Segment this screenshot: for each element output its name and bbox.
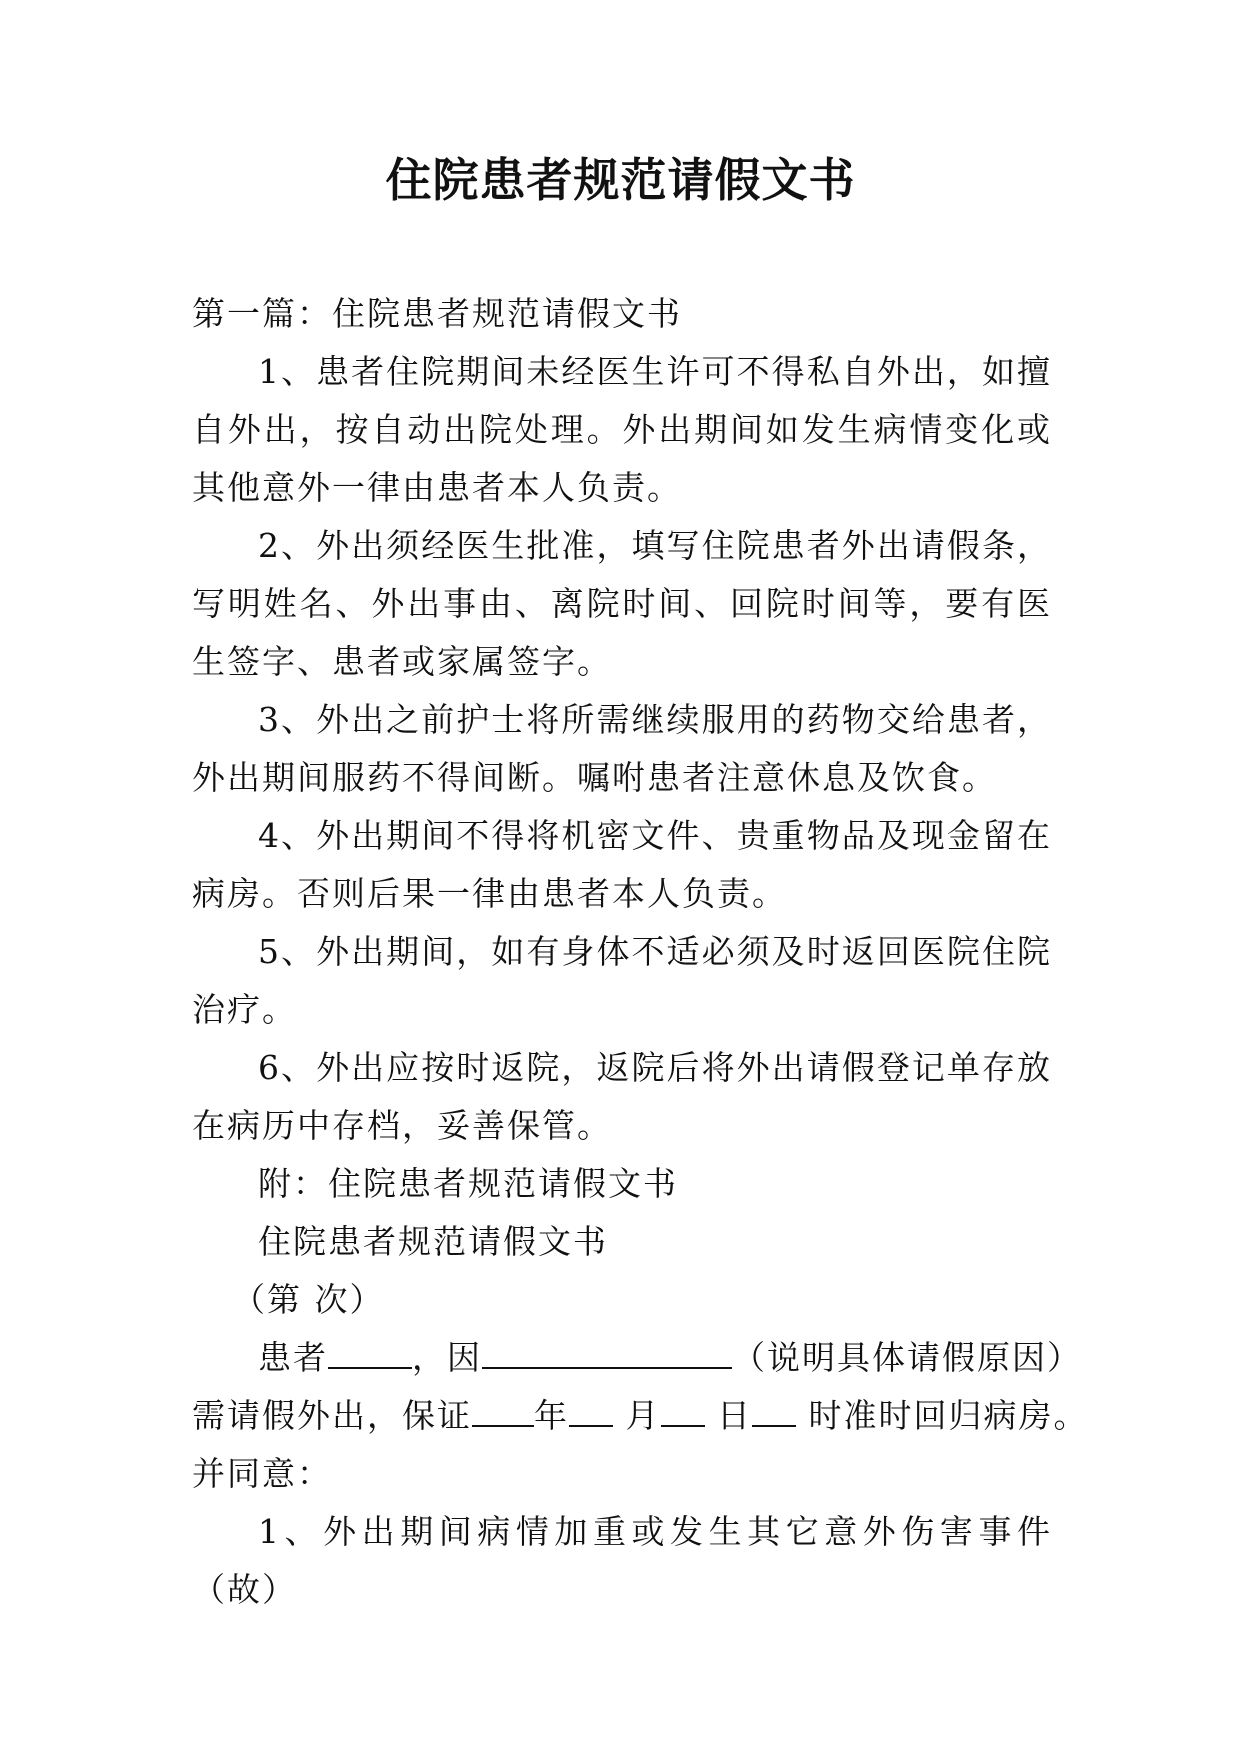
section-heading: 第一篇：住院患者规范请假文书 bbox=[192, 294, 682, 333]
month-blank[interactable] bbox=[569, 1397, 613, 1427]
form-title: 住院患者规范请假文书 bbox=[258, 1222, 608, 1261]
rule-paragraph-6: 6、外出应按时返院，返院后将外出请假登记单存放在病历中存档，妥善保管。 bbox=[192, 1048, 1052, 1145]
hour-blank[interactable] bbox=[752, 1397, 796, 1427]
document-title: 住院患者规范请假文书 bbox=[385, 153, 856, 207]
reason-hint: （说明具体请假原因） bbox=[732, 1338, 1082, 1377]
rule-paragraph-2: 2、外出须经医生批准，填写住院患者外出请假条，写明姓名、外出事由、离院时间、回院时间等，要有医生签字、患者或家属签字。 bbox=[192, 526, 1052, 681]
return-suffix: 时准时回归病房。 bbox=[808, 1396, 1089, 1435]
day-blank[interactable] bbox=[661, 1397, 705, 1427]
day-label: 日 bbox=[717, 1396, 752, 1435]
patient-name-blank[interactable] bbox=[328, 1339, 412, 1369]
return-prefix: 需请假外出，保证 bbox=[192, 1396, 472, 1435]
rule-paragraph-4: 4、外出期间不得将机密文件、贵重物品及现金留在病房。否则后果一律由患者本人负责。 bbox=[192, 816, 1052, 913]
appendix-label: 附：住院患者规范请假文书 bbox=[258, 1164, 678, 1203]
reason-blank[interactable] bbox=[482, 1339, 732, 1369]
patient-prefix: 患者 bbox=[258, 1338, 328, 1377]
form-count: （第 次） bbox=[232, 1280, 385, 1319]
form-item-1: 1、外出期间病情加重或发生其它意外伤害事件（故） bbox=[192, 1512, 1052, 1609]
form-agree: 并同意： bbox=[192, 1454, 332, 1493]
rule-paragraph-1: 1、患者住院期间未经医生许可不得私自外出，如擅自外出，按自动出院处理。外出期间如发生病情变化或其他意外一律由患者本人负责。 bbox=[192, 352, 1052, 507]
form-return-line bbox=[192, 1387, 1089, 1445]
form-patient-line bbox=[192, 1329, 1082, 1387]
document-body bbox=[192, 285, 1089, 1619]
rule-paragraph-3: 3、外出之前护士将所需继续服用的药物交给患者，外出期间服药不得间断。嘱咐患者注意休息及饮食。 bbox=[192, 700, 1052, 797]
month-label: 月 bbox=[625, 1396, 661, 1435]
year-label: 年 bbox=[534, 1396, 569, 1435]
year-blank[interactable] bbox=[472, 1397, 534, 1427]
reason-connector: ，因 bbox=[412, 1338, 482, 1377]
rule-paragraph-5: 5、外出期间，如有身体不适必须及时返回医院住院治疗。 bbox=[192, 932, 1052, 1029]
